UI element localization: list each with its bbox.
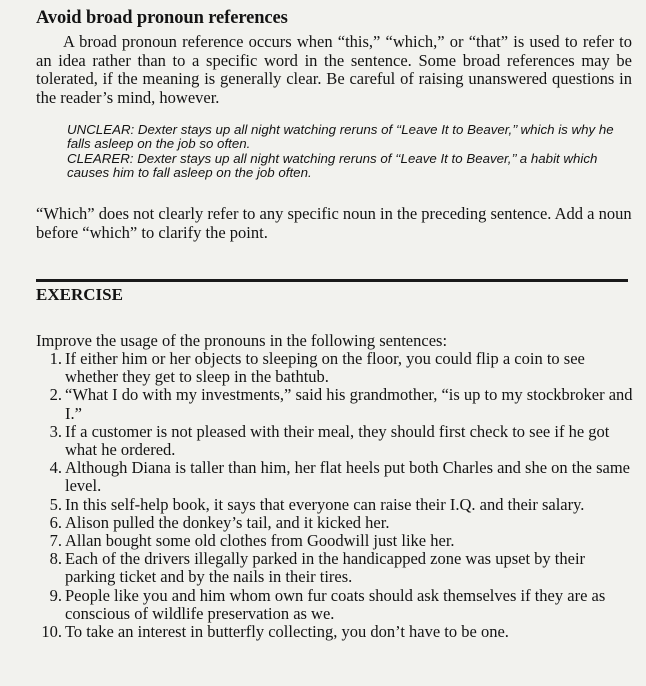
item-number: 7.	[49, 531, 62, 551]
item-number: 3.	[49, 421, 62, 441]
item-text: To take an interest in butterfly collecting, you don’t have to be one.	[65, 622, 509, 642]
item-number: 10.	[41, 622, 62, 642]
item-text: “What I do with my investments,” said his grandmother, “is up to my stockbroker and I.”	[65, 385, 633, 423]
item-number: 4.	[49, 458, 62, 478]
item-text: People like you and him whom own fur coats should ask themselves if they are as conscious of wildlife preservation as we.	[65, 585, 606, 623]
intro-paragraph: A broad pronoun reference occurs when “this,” “which,” or “that” is used to refer to an idea rather than to a specific word in the sentence. Some broad references may be tolerated, if the meaning is generally clear. Be careful of raising unanswered questions in the reader’s mind, however.	[36, 32, 632, 107]
exercise-item	[34, 514, 634, 532]
exercise-item	[34, 350, 634, 386]
example-block	[67, 123, 637, 181]
exercise-item	[34, 459, 634, 495]
exercise-list	[34, 350, 634, 641]
item-text: Alison pulled the donkey’s tail, and it kicked her.	[65, 512, 390, 532]
exercise-item	[34, 532, 634, 550]
exercise-item	[34, 496, 634, 514]
item-text: If a customer is not pleased with their meal, they should first check to see if he got what he ordered.	[65, 421, 610, 460]
item-text: Although Diana is taller than him, her flat heels put both Charles and she on the same level.	[65, 458, 630, 496]
exercise-item	[34, 587, 634, 623]
item-text: Each of the drivers illegally parked in the handicapped zone was upset by their parking ticket and by the nails in their tires.	[65, 549, 586, 587]
explanation-paragraph: “Which” does not clearly refer to any specific noun in the preceding sentence. Add a noun before “which” to clarify the point.	[36, 204, 632, 242]
item-text: In this self-help book, it says that everyone can raise their I.Q. and their salary.	[65, 494, 585, 514]
exercise-title: EXERCISE	[36, 285, 123, 304]
exercise-item	[34, 550, 634, 586]
item-number: 1.	[49, 349, 62, 368]
section-heading: Avoid broad pronoun references	[36, 8, 288, 28]
item-text: Allan bought some old clothes from Goodwill just like her.	[65, 531, 455, 551]
item-number: 6.	[49, 512, 62, 532]
item-number: 2.	[49, 385, 62, 405]
item-text: If either him or her objects to sleeping on the floor, you could flip a coin to see whether they get to sleep in the bathtub.	[65, 349, 585, 387]
clearer-example: CLEARER: Dexter stays up all night watching reruns of ‘‘Leave It to Beaver,’’ a habit which causes him to fall asleep on the job often.	[67, 150, 598, 181]
exercise-item	[34, 623, 634, 641]
exercise-item	[34, 386, 634, 422]
section-divider	[36, 279, 628, 282]
exercise-item	[34, 423, 634, 459]
item-number: 9.	[49, 585, 62, 605]
unclear-example: UNCLEAR: Dexter stays up all night watching reruns of ‘‘Leave It to Beaver,’’ which is why he falls asleep on the job so often.	[67, 122, 614, 152]
exercise-intro: Improve the usage of the pronouns in the following sentences:	[36, 331, 448, 350]
item-number: 5.	[49, 494, 62, 514]
item-number: 8.	[49, 549, 62, 569]
